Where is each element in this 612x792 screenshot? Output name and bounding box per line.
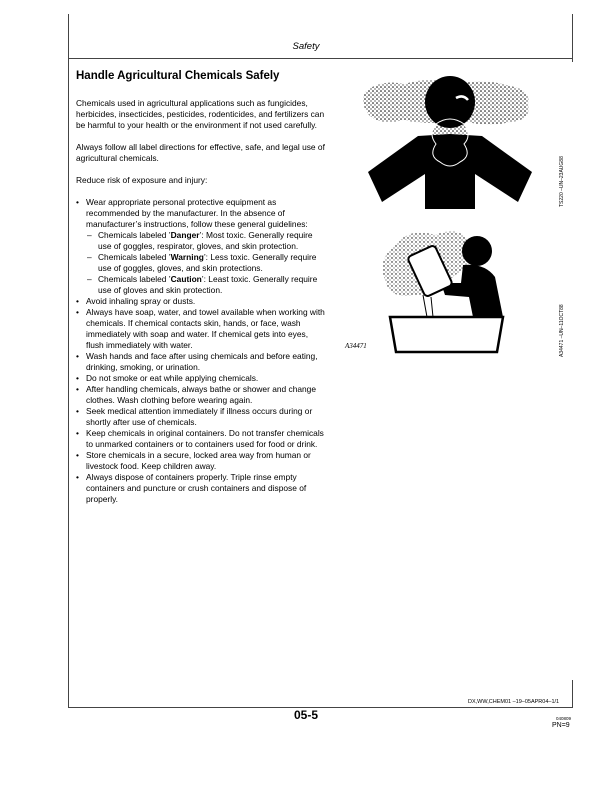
safety-bullet-list bbox=[76, 197, 328, 505]
list-item: • Avoid inhaling spray or dusts. bbox=[76, 296, 328, 307]
intro-paragraph: Reduce risk of exposure and injury: bbox=[76, 175, 208, 185]
intro-paragraph: Always follow all label directions for effective, safe, and legal use of agricultural chemicals. bbox=[76, 142, 325, 163]
document-reference: DX,WW,CHEM01 –19–05APR04–1/1 bbox=[468, 699, 560, 705]
figure-code: TS220 –UN–23AUG88 bbox=[559, 156, 565, 207]
figure-code: A34471 –UN–11OCT88 bbox=[559, 304, 565, 357]
list-item: – Chemicals labeled ’Caution’: Least toxic. Generally require use of gloves and skin protection. bbox=[86, 274, 328, 296]
print-code: 040809 bbox=[556, 716, 572, 721]
header-divider bbox=[68, 58, 573, 59]
list-item: • Store chemicals in a secure, locked area way from human or livestock food. Keep children away. bbox=[76, 450, 328, 472]
list-item bbox=[76, 197, 328, 296]
list-item: • Always have soap, water, and towel available when working with chemicals. If chemical contacts skin, hands, or face, wash immediately with soap and water. If chemical gets into eyes, flush immediately with water. bbox=[76, 307, 328, 351]
list-item: • Keep chemicals in original containers. Do not transfer chemicals to unmarked containers or to containers used for food or drink. bbox=[76, 428, 328, 450]
content-right-rule bbox=[572, 680, 573, 708]
frame-left-rule bbox=[68, 14, 69, 62]
chemical-handling-illustration bbox=[375, 225, 515, 355]
frame-right-rule bbox=[572, 14, 573, 62]
pn-number: PN=9 bbox=[552, 722, 570, 729]
mouth-cloud bbox=[432, 119, 468, 166]
inhalation-hazard-illustration bbox=[360, 74, 540, 209]
caution-label: Caution bbox=[170, 274, 202, 284]
list-item: – Chemicals labeled ’Danger’: Most toxic. Generally require use of goggles, respirator, gloves, and skin protection. bbox=[86, 230, 328, 252]
warning-label: Warning bbox=[170, 252, 204, 262]
page-number: 05-5 bbox=[293, 708, 319, 722]
section-header: Safety bbox=[292, 41, 320, 52]
intro-paragraph: Chemicals used in agricultural applications such as fungicides, herbicides, insecticides, pesticides, rodenticides, and fertilizers can be harmful to your health or the environment if not used carefully. bbox=[76, 98, 325, 130]
list-item: – Chemicals labeled ’Warning’: Less toxic. Generally require use of goggles, gloves, and skin protections. bbox=[86, 252, 328, 274]
body-text bbox=[76, 98, 328, 505]
figure-label: A34471 bbox=[345, 342, 367, 350]
ppe-sublist bbox=[86, 230, 328, 296]
list-item: • After handling chemicals, always bathe or shower and change clothes. Wash clothing before wearing again. bbox=[76, 384, 328, 406]
list-item: • Seek medical attention immediately if illness occurs during or shortly after use of chemicals. bbox=[76, 406, 328, 428]
danger-label: Danger bbox=[170, 230, 200, 240]
basin bbox=[390, 317, 503, 352]
person-head bbox=[462, 236, 492, 266]
list-item: • Always dispose of containers properly. Triple rinse empty containers and puncture or crush containers and dispose of properly. bbox=[76, 472, 328, 505]
ppe-text: Wear appropriate personal protective equipment as recommended by the manufacturer. In the absence of manufacturer’s instructions, follow these general guidelines: bbox=[86, 197, 308, 229]
content-left-rule bbox=[68, 58, 69, 708]
page-title: Handle Agricultural Chemicals Safely bbox=[76, 70, 280, 82]
list-item: • Wash hands and face after using chemicals and before eating, drinking, smoking, or urination. bbox=[76, 351, 328, 373]
list-item: • Do not smoke or eat while applying chemicals. bbox=[76, 373, 328, 384]
